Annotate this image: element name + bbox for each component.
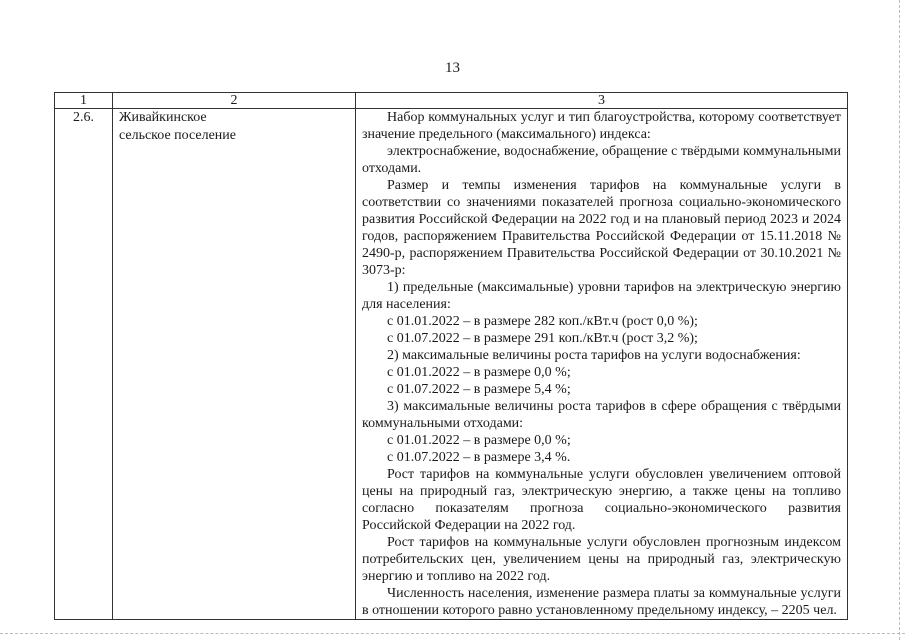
column-header-2: 2 xyxy=(113,93,356,109)
table-row xyxy=(55,109,848,620)
paragraph: 3) максимальные величины роста тарифов в сфере обращения с твёрдыми коммунальными отходами: xyxy=(362,399,841,431)
paragraph: электроснабжение, водоснабжение, обращение с твёрдыми коммунальными отходами. xyxy=(362,144,841,176)
settlement-name-line: Живайкинское xyxy=(119,110,207,125)
paragraph: Набор коммунальных услуг и тип благоустройства, которому соответствует значение предельного (максимального) индекса: xyxy=(362,110,841,142)
paragraph: Рост тарифов на коммунальные услуги обусловлен увеличением оптовой цены на природный газ, электрическую энергию, а также цены на топливо согласно показателям прогноза социально-экономического развития Российской Федерации на 2022 год. xyxy=(362,467,841,533)
tariff-table xyxy=(54,92,848,620)
paragraph: с 01.07.2022 – в размере 3,4 %. xyxy=(387,450,571,465)
column-header-3: 3 xyxy=(356,93,848,109)
tariff-description xyxy=(356,109,848,620)
settlement-name-line: сельское поселение xyxy=(119,128,236,143)
scan-edge-bottom xyxy=(0,633,905,634)
paragraph: с 01.07.2022 – в размере 5,4 %; xyxy=(387,382,571,397)
paragraph: Численность населения, изменение размера платы за коммунальные услуги в отношении которого равно установленному предельному индексу, – 2205 чел. xyxy=(362,586,841,618)
scan-edge-right xyxy=(899,0,900,640)
settlement-name xyxy=(113,109,356,620)
row-number: 2.6. xyxy=(55,109,113,620)
page-number: 13 xyxy=(445,60,460,76)
paragraph: Рост тарифов на коммунальные услуги обусловлен прогнозным индексом потребительских цен, увеличением цены на природный газ, электрическую энергию и топливо на 2022 год. xyxy=(362,535,841,584)
paragraph: 2) максимальные величины роста тарифов на услуги водоснабжения: xyxy=(387,348,801,363)
paragraph: с 01.07.2022 – в размере 291 коп./кВт.ч (рост 3,2 %); xyxy=(387,331,698,346)
paragraph: с 01.01.2022 – в размере 0,0 %; xyxy=(387,433,571,448)
paragraph: с 01.01.2022 – в размере 282 коп./кВт.ч (рост 0,0 %); xyxy=(387,314,698,329)
column-header-1: 1 xyxy=(55,93,113,109)
paragraph: 1) предельные (максимальные) уровни тарифов на электрическую энергию для населения: xyxy=(362,280,841,312)
table-header-row xyxy=(55,93,848,109)
paragraph: Размер и темпы изменения тарифов на коммунальные услуги в соответствии со значениями показателей прогноза социально-экономического развития Российской Федерации на 2022 год и на плановый период 2023 и 2024 годов, распоряжением Правительства Российской Федерации от 15.11.2018 № 2490-р, распоряжением Правительства Российской Федерации от 30.10.2021 № 3073-р: xyxy=(362,178,841,278)
paragraph: с 01.01.2022 – в размере 0,0 %; xyxy=(387,365,571,380)
